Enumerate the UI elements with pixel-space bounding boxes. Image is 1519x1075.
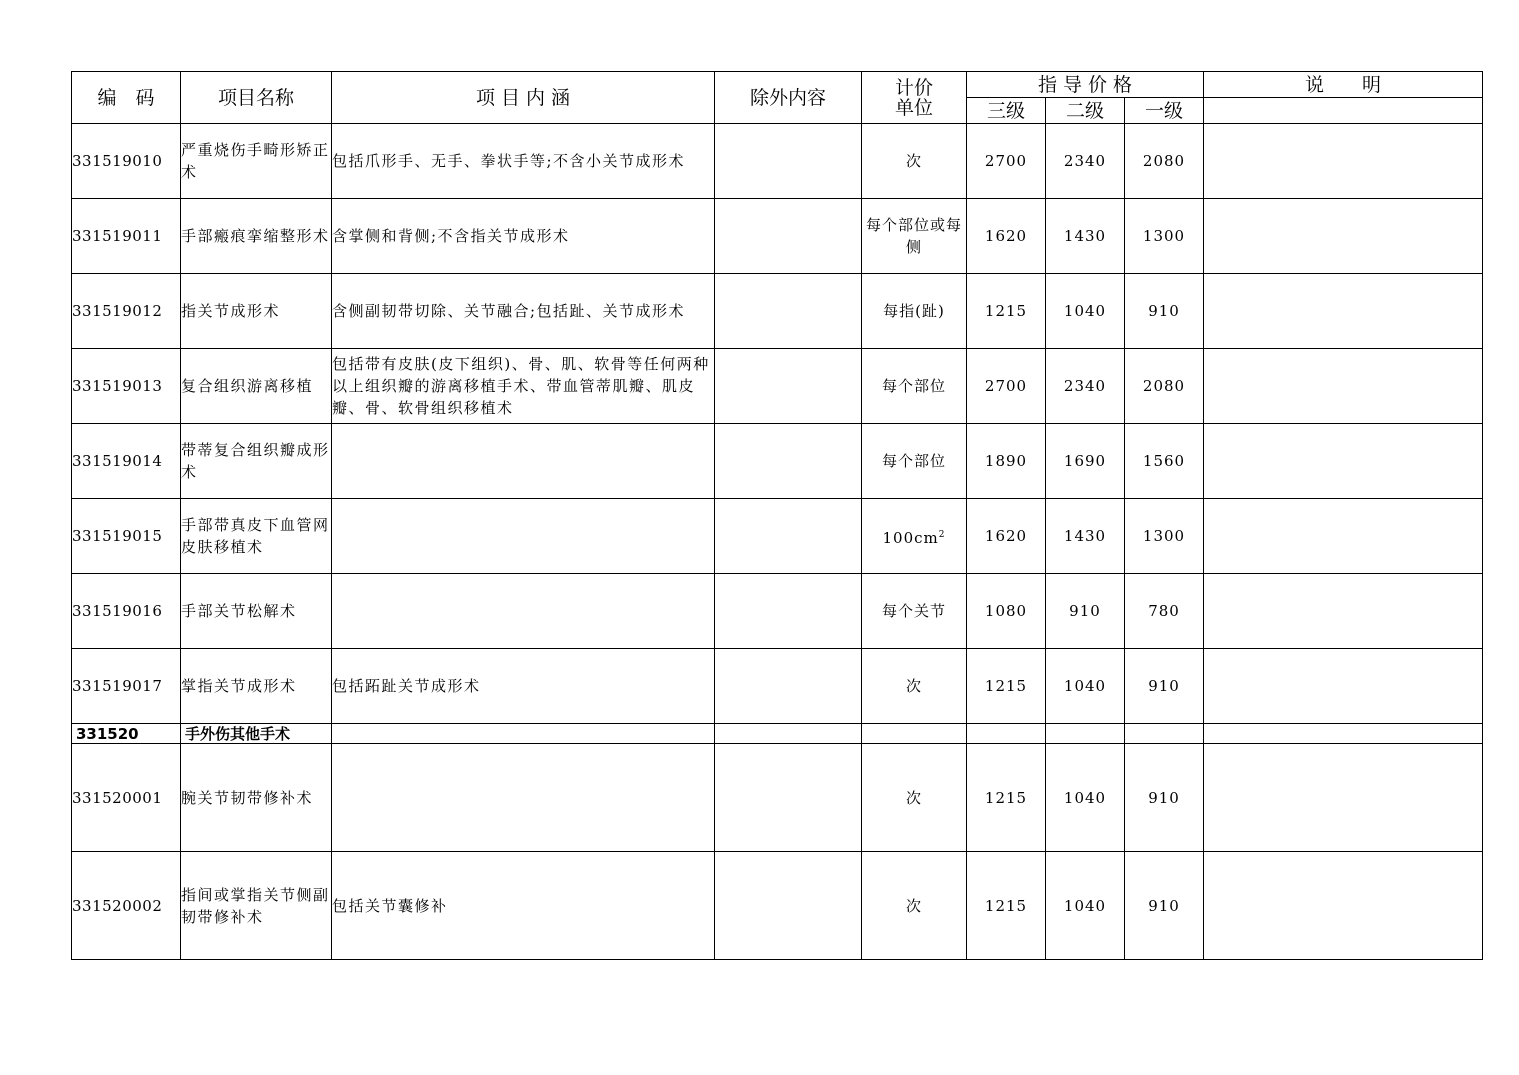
item-code: 331519010 (72, 124, 181, 199)
item-content: 包括跖趾关节成形术 (332, 649, 715, 724)
price-level1: 2080 (1125, 349, 1204, 424)
item-name: 手部瘢痕挛缩整形术 (181, 199, 332, 274)
table-row (72, 852, 1483, 960)
item-unit: 次 (862, 744, 967, 852)
item-note (1204, 499, 1483, 574)
price-level3: 1215 (967, 649, 1046, 724)
table-body-a (72, 124, 1483, 724)
header-level3: 三级 (967, 98, 1046, 124)
item-unit: 每个部位 (862, 424, 967, 499)
item-code: 331519016 (72, 574, 181, 649)
section-name: 手外伤其他手术 (181, 724, 332, 744)
item-content: 包括带有皮肤(皮下组织)、骨、肌、软骨等任何两种以上组织瓣的游离移植手术、带血管蒂肌瓣、肌皮瓣、骨、软骨组织移植术 (332, 349, 715, 424)
item-name: 带蒂复合组织瓣成形术 (181, 424, 332, 499)
item-code: 331519013 (72, 349, 181, 424)
price-level3: 1215 (967, 744, 1046, 852)
price-level1: 910 (1125, 744, 1204, 852)
unit-superscript: 2 (938, 529, 946, 540)
item-note (1204, 852, 1483, 960)
price-level3: 1620 (967, 199, 1046, 274)
item-unit: 每个部位或每侧 (862, 199, 967, 274)
item-content: 含侧副韧带切除、关节融合;包括趾、关节成形术 (332, 274, 715, 349)
item-name: 复合组织游离移植 (181, 349, 332, 424)
header-exclusion: 除外内容 (715, 72, 862, 124)
item-code: 331519015 (72, 499, 181, 574)
price-level2: 910 (1046, 574, 1125, 649)
item-note (1204, 649, 1483, 724)
item-note (1204, 274, 1483, 349)
header-code: 编 码 (72, 72, 181, 124)
price-level1: 780 (1125, 574, 1204, 649)
price-level1: 2080 (1125, 124, 1204, 199)
item-exclusion (715, 349, 862, 424)
item-note (1204, 574, 1483, 649)
item-name: 手部关节松解术 (181, 574, 332, 649)
item-content (332, 499, 715, 574)
item-code: 331520002 (72, 852, 181, 960)
price-level1: 1300 (1125, 499, 1204, 574)
header-price-group: 指 导 价 格 (967, 72, 1204, 98)
header-unit-bottom: 单位 (894, 96, 933, 119)
price-level3: 1080 (967, 574, 1046, 649)
header-level1: 一级 (1125, 98, 1204, 124)
item-content (332, 424, 715, 499)
item-content (332, 744, 715, 852)
table-row (72, 199, 1483, 274)
item-unit: $100cm^2$ (862, 499, 967, 574)
item-exclusion (715, 499, 862, 574)
price-table (71, 71, 1483, 960)
price-level2: 1040 (1046, 274, 1125, 349)
price-level3: 1620 (967, 499, 1046, 574)
item-unit: 次 (862, 124, 967, 199)
price-level2: 1430 (1046, 499, 1125, 574)
price-level2: 2340 (1046, 124, 1125, 199)
price-level3: 1215 (967, 852, 1046, 960)
item-code: 331519012 (72, 274, 181, 349)
item-exclusion (715, 744, 862, 852)
price-level3: 2700 (967, 349, 1046, 424)
table-row (72, 499, 1483, 574)
item-name: 掌指关节成形术 (181, 649, 332, 724)
item-name: 指关节成形术 (181, 274, 332, 349)
item-exclusion (715, 852, 862, 960)
table-row (72, 274, 1483, 349)
price-level1: 1300 (1125, 199, 1204, 274)
price-level2: 1040 (1046, 649, 1125, 724)
table-body-b (72, 744, 1483, 960)
item-exclusion (715, 649, 862, 724)
price-level2: 1040 (1046, 852, 1125, 960)
item-content: 包括关节囊修补 (332, 852, 715, 960)
item-code: 331519017 (72, 649, 181, 724)
header-note: 说 明 (1204, 72, 1483, 98)
item-exclusion (715, 274, 862, 349)
header-content: 项 目 内 涵 (332, 72, 715, 124)
item-note (1204, 744, 1483, 852)
table-row (72, 349, 1483, 424)
section-row (72, 724, 1483, 744)
item-name: 严重烧伤手畸形矫正术 (181, 124, 332, 199)
item-note (1204, 124, 1483, 199)
item-content (332, 574, 715, 649)
header-unit (862, 72, 967, 124)
item-note (1204, 424, 1483, 499)
table-section (72, 724, 1483, 744)
item-unit: 每个关节 (862, 574, 967, 649)
table-row (72, 744, 1483, 852)
price-level1: 910 (1125, 649, 1204, 724)
table-row (72, 649, 1483, 724)
item-name: 指间或掌指关节侧副韧带修补术 (181, 852, 332, 960)
item-exclusion (715, 124, 862, 199)
item-name: 腕关节韧带修补术 (181, 744, 332, 852)
price-level1: 910 (1125, 274, 1204, 349)
table-row (72, 424, 1483, 499)
header-unit-top: 计价 (894, 76, 933, 99)
item-content: 包括爪形手、无手、拳状手等;不含小关节成形术 (332, 124, 715, 199)
header-name: 项目名称 (181, 72, 332, 124)
table-row (72, 124, 1483, 199)
item-exclusion (715, 199, 862, 274)
item-code: 331519011 (72, 199, 181, 274)
header-level2: 二级 (1046, 98, 1125, 124)
price-level3: 2700 (967, 124, 1046, 199)
item-unit: 每指(趾) (862, 274, 967, 349)
section-code: 331520 (72, 724, 181, 744)
item-note (1204, 199, 1483, 274)
price-level2: 2340 (1046, 349, 1125, 424)
item-content: 含掌侧和背侧;不含指关节成形术 (332, 199, 715, 274)
item-name: 手部带真皮下血管网皮肤移植术 (181, 499, 332, 574)
header-note-blank (1204, 98, 1483, 124)
price-level3: 1215 (967, 274, 1046, 349)
item-exclusion (715, 574, 862, 649)
price-level2: 1430 (1046, 199, 1125, 274)
item-exclusion (715, 424, 862, 499)
price-level1: 910 (1125, 852, 1204, 960)
price-level3: 1890 (967, 424, 1046, 499)
item-code: 331519014 (72, 424, 181, 499)
item-unit: 次 (862, 852, 967, 960)
price-level2: 1040 (1046, 744, 1125, 852)
item-unit: 次 (862, 649, 967, 724)
price-level2: 1690 (1046, 424, 1125, 499)
header-row-1 (72, 72, 1483, 98)
table-row (72, 574, 1483, 649)
item-code: 331520001 (72, 744, 181, 852)
item-unit: 每个部位 (862, 349, 967, 424)
price-level1: 1560 (1125, 424, 1204, 499)
item-note (1204, 349, 1483, 424)
